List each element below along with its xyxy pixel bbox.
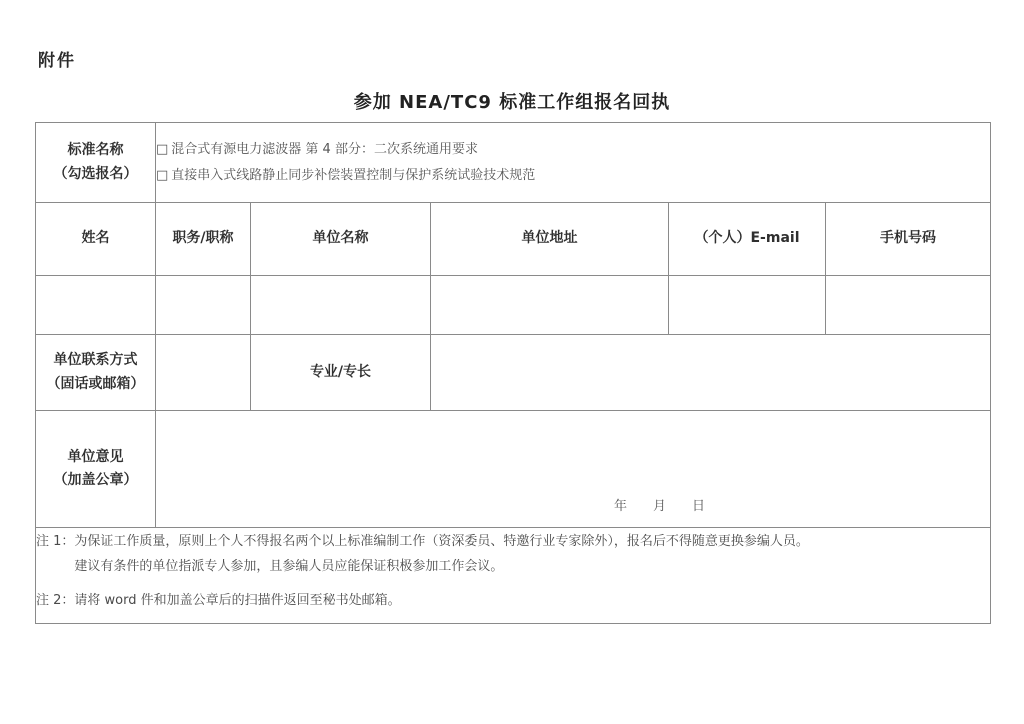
contact-label-line2: （固话或邮箱） bbox=[46, 375, 145, 392]
registration-form-table bbox=[35, 122, 991, 624]
standard-name-label-line2: （勾选报名） bbox=[53, 165, 138, 182]
standard-option-2 bbox=[156, 163, 990, 189]
entry-cell-name[interactable] bbox=[36, 276, 156, 335]
opinion-label-cell bbox=[36, 411, 156, 528]
standard-options-cell bbox=[156, 123, 991, 203]
specialty-label-cell: 专业/专长 bbox=[251, 335, 431, 411]
note-2 bbox=[36, 588, 990, 613]
standard-name-label-line1: 标准名称 bbox=[67, 142, 124, 159]
contact-fill-cell[interactable] bbox=[156, 335, 251, 411]
note-1 bbox=[36, 529, 990, 579]
checkbox-icon[interactable]: □ bbox=[156, 141, 169, 157]
note-1-line-2: 建议有条件的单位指派专人参加，且参编人员应能保证积极参加工作会议。 bbox=[74, 559, 504, 574]
form-title: 参加 NEA/TC9 标准工作组报名回执 bbox=[353, 92, 671, 113]
header-cell-name: 姓名 bbox=[36, 203, 156, 276]
opinion-row bbox=[36, 411, 991, 528]
column-header-row bbox=[36, 203, 991, 276]
header-cell-phone: 手机号码 bbox=[826, 203, 991, 276]
specialty-fill-cell[interactable] bbox=[431, 335, 991, 411]
standard-name-row bbox=[36, 123, 991, 203]
entry-cell-org-address[interactable] bbox=[431, 276, 669, 335]
note-2-label: 注 2： bbox=[36, 593, 75, 608]
entry-cell-org-name[interactable] bbox=[251, 276, 431, 335]
contact-label-line1: 单位联系方式 bbox=[53, 352, 138, 369]
opinion-label-line2: （加盖公章） bbox=[53, 472, 138, 488]
standard-option-2-text: 直接串入式线路静止同步补偿装置控制与保护系统试验技术规范 bbox=[171, 167, 536, 183]
opinion-label-line1: 单位意见 bbox=[67, 448, 124, 465]
note-1-line-1: 为保证工作质量，原则上个人不得报名两个以上标准编制工作（资深委员、特邀行业专家除外），报名后不得随意更换参编人员。 bbox=[74, 534, 809, 549]
entry-cell-email[interactable] bbox=[669, 276, 826, 335]
date-line: 年 月 日 bbox=[614, 499, 706, 514]
contact-label-cell bbox=[36, 335, 156, 411]
standard-option-1-text: 混合式有源电力滤波器 第 4 部分：二次系统通用要求 bbox=[171, 141, 478, 157]
note-1-lines bbox=[74, 529, 809, 579]
header-cell-title: 职务/职称 bbox=[156, 203, 251, 276]
contact-row bbox=[36, 335, 991, 411]
header-cell-org-address: 单位地址 bbox=[431, 203, 669, 276]
note-2-line-1: 请将 word 件和加盖公章后的扫描件返回至秘书处邮箱。 bbox=[74, 593, 401, 608]
standard-option-1 bbox=[156, 137, 990, 163]
entry-cell-phone[interactable] bbox=[826, 276, 991, 335]
note-1-label: 注 1： bbox=[36, 534, 75, 549]
attachment-label: 附件 bbox=[38, 51, 76, 71]
opinion-fill-cell[interactable] bbox=[156, 411, 991, 528]
entry-row bbox=[36, 276, 991, 335]
entry-cell-title[interactable] bbox=[156, 276, 251, 335]
checkbox-icon[interactable]: □ bbox=[156, 167, 169, 183]
header-cell-email: （个人）E-mail bbox=[669, 203, 826, 276]
standard-name-label-cell bbox=[36, 123, 156, 203]
header-cell-org-name: 单位名称 bbox=[251, 203, 431, 276]
note-2-lines bbox=[74, 588, 400, 613]
notes-row bbox=[36, 528, 991, 624]
notes-cell bbox=[36, 528, 991, 624]
